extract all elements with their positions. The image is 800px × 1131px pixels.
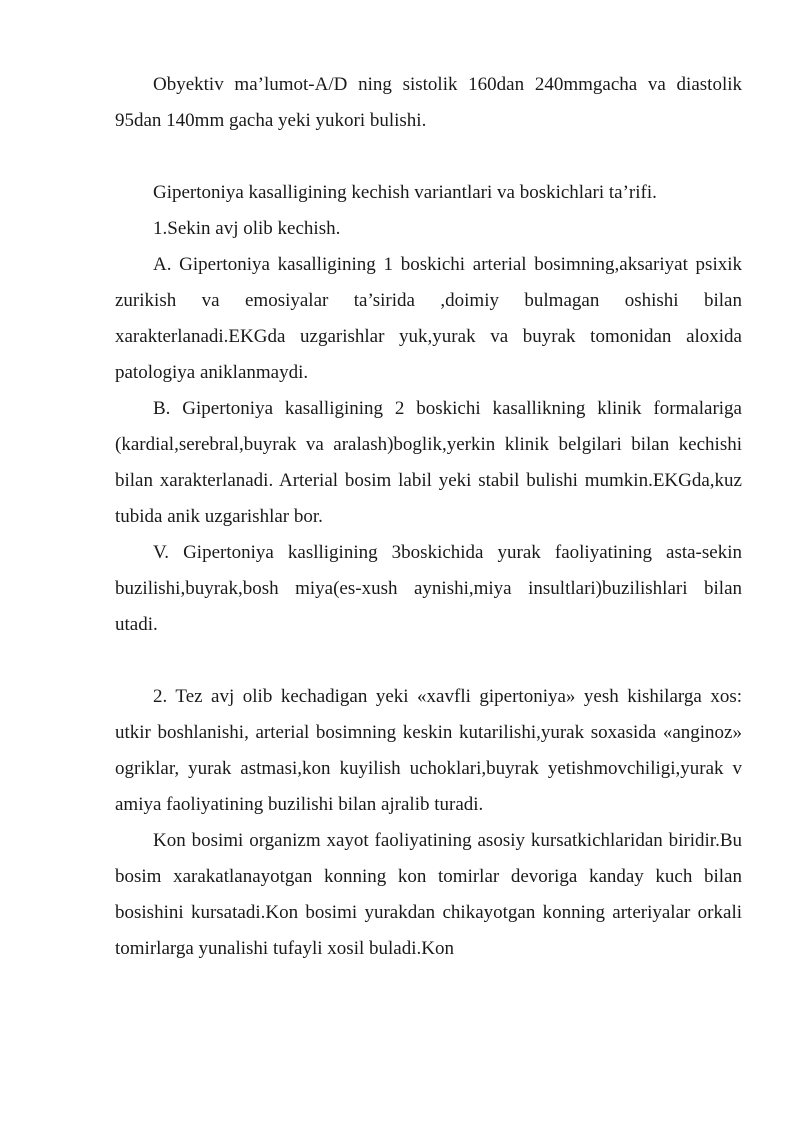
paragraph-stage-v: V. Gipertoniya kaslligining 3boskichida yurak faoliyatining asta-sekin buzilishi,buyrak,bosh miya(es-xush aynishi,miya insultlari)buzilishlari bilan utadi.	[115, 542, 742, 635]
blank-line	[115, 139, 742, 175]
blank-line	[115, 643, 742, 679]
paragraph-objective-data: Obyektiv ma’lumot-A/D ning sistolik 160dan 240mmgacha va diastolik 95dan 140mm gacha yeki yukori bulishi.	[115, 74, 742, 131]
paragraph-blood-pressure: Kon bosimi organizm xayot faoliyatining asosiy kursatkichlaridan biridir.Bu bosim xarakatlanayotgan konning kon tomirlar devoriga kanday kuch bilan bosishini kursatadi.Kon bosimi yurakdan chikayotgan konning arteriyalar orkali tomirlarga yunalishi tufayli xosil buladi.Kon	[115, 830, 742, 959]
document-body	[115, 67, 742, 967]
paragraph-stage-b: B. Gipertoniya kasalligining 2 boskichi kasallikning klinik formalariga (kardial,serebral,buyrak va aralash)boglik,yerkin klinik belgilari bilan kechishi bilan xarakterlanadi. Arterial bosim labil yeki stabil bulishi mumkin.EKGda,kuz tubida anik uzgarishlar bor.	[115, 398, 742, 527]
paragraph-fast-course: 2. Tez avj olib kechadigan yeki «xavfli gipertoniya» yesh kishilarga xos: utkir boshlanishi, arterial bosimning keskin kutarilishi,yurak soxasida «anginoz» ogriklar, yurak astmasi,kon kuyilish uchoklari,buyrak yetishmovchiligi,yurak v amiya faoliyatining buzilishi bilan ajralib turadi.	[115, 686, 742, 815]
paragraph-section-title: Gipertoniya kasalligining kechish variantlari va boskichlari ta’rifi.	[153, 182, 657, 203]
paragraph-stage-a: A. Gipertoniya kasalligining 1 boskichi arterial bosimning,aksariyat psixik zurikish va emosiyalar ta’sirida ,doimiy bulmagan oshishi bilan xarakterlanadi.EKGda uzgarishlar yuk,yurak va buyrak tomonidan aloxida patologiya aniklanmaydi.	[115, 254, 742, 383]
paragraph-slow-course: 1.Sekin avj olib kechish.	[153, 218, 341, 239]
